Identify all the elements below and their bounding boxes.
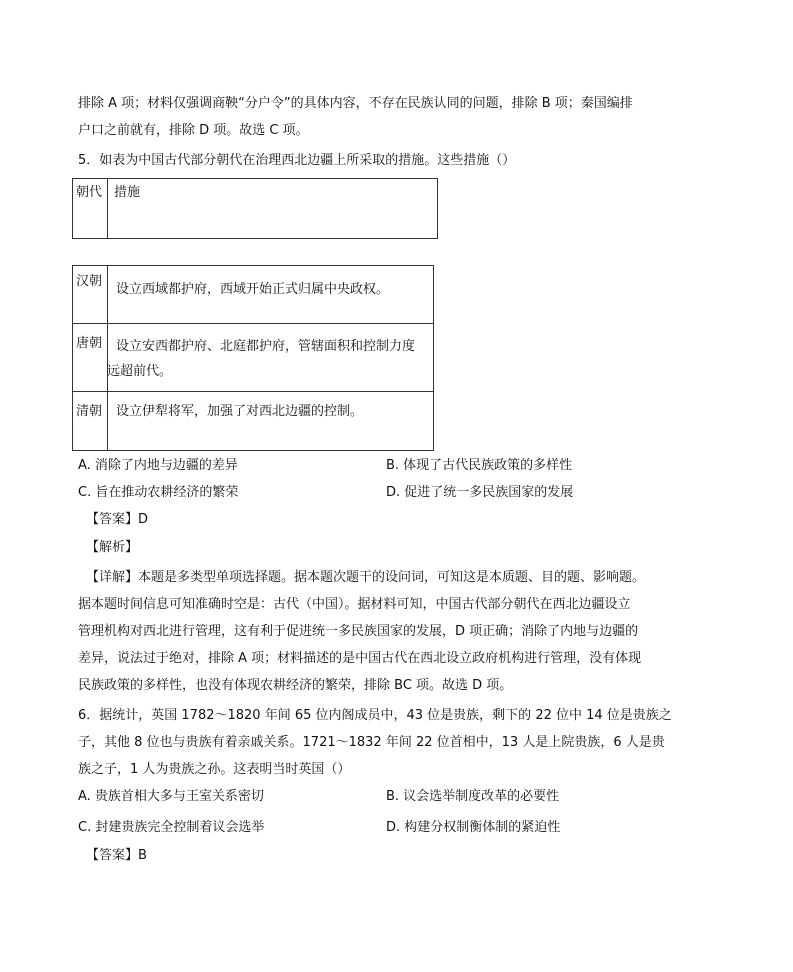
q5-option-d: D. 促进了统一多民族国家的发展	[386, 485, 574, 500]
dynasty-tang: 唐朝	[76, 336, 103, 351]
q5-detail-line-1: 【详解】本题是多类型单项选择题。据本题次题干的设问词，可知这是本质题、目的题、影响题。	[86, 570, 646, 585]
q5-measures-table	[72, 265, 434, 451]
q5-detail-line-2: 据本题时间信息可知准确时空是：古代（中国）。据材料可知，中国古代部分朝代在西北边疆设立	[78, 597, 631, 612]
measure-qing: 设立伊犁将军，加强了对西北边疆的控制。	[116, 404, 364, 419]
q6-option-a: A. 贵族首相大多与王室关系密切	[78, 789, 264, 804]
header-measure-cell	[108, 179, 438, 239]
table-row	[73, 392, 434, 451]
q5-analysis-label: 【解析】	[86, 540, 139, 555]
q5-detail-line-3: 管理机构对西北进行管理，这有利于促进统一多民族国家的发展，D 项正确；消除了内地与边疆的	[78, 624, 639, 639]
q5-option-a: A. 消除了内地与边疆的差异	[78, 458, 238, 473]
table-row	[73, 266, 434, 324]
prev-analysis-line-2: 户口之前就有，排除 D 项。故选 C 项。	[78, 123, 309, 138]
q6-option-c: C. 封建贵族完全控制着议会选举	[78, 820, 265, 835]
q5-option-b: B. 体现了古代民族政策的多样性	[386, 458, 573, 473]
header-dynasty-label: 朝代	[76, 185, 103, 200]
header-measure-label: 措施	[114, 185, 141, 200]
dynasty-han: 汉朝	[76, 274, 103, 289]
q6-option-b: B. 议会选举制度改革的必要性	[386, 789, 560, 804]
measure-tang-line-2: 远超前代。	[107, 364, 173, 379]
question-6-line-1: 6．据统计，英国 1782～1820 年间 65 位内阁成员中，43 位是贵族，剩下的 22 位中 14 位是贵族之	[78, 708, 672, 723]
header-dynasty-cell	[73, 179, 108, 239]
q6-answer: 【答案】B	[86, 848, 147, 863]
measure-han: 设立西域都护府，西域开始正式归属中央政权。	[116, 282, 390, 297]
question-5-stem: 5．如表为中国古代部分朝代在治理西北边疆上所采取的措施。这些措施（）	[78, 153, 516, 168]
measure-tang-line-1: 设立安西都护府、北庭都护府，管辖面积和控制力度	[116, 339, 416, 354]
q5-header-table	[72, 178, 438, 239]
q5-detail-line-5: 民族政策的多样性，也没有体现农耕经济的繁荣，排除 BC 项。故选 D 项。	[78, 678, 513, 693]
q6-option-d: D. 构建分权制衡体制的紧迫性	[386, 820, 561, 835]
question-6-line-3: 族之子，1 人为贵族之孙。这表明当时英国（）	[78, 762, 351, 777]
prev-analysis-line-1: 排除 A 项；材料仅强调商鞅“分户令”的具体内容，不存在民族认同的问题，排除 B 项；秦国编排	[78, 96, 633, 111]
question-6-line-2: 子，其他 8 位也与贵族有着亲戚关系。1721～1832 年间 22 位首相中，13 人是上院贵族，6 人是贵	[78, 735, 665, 750]
q5-answer: 【答案】D	[86, 512, 149, 527]
q5-option-c: C. 旨在推动农耕经济的繁荣	[78, 485, 239, 500]
q5-detail-line-4: 差异，说法过于绝对，排除 A 项；材料描述的是中国古代在西北设立政府机构进行管理，没有体现	[78, 651, 642, 666]
table-row	[73, 324, 434, 392]
dynasty-qing: 清朝	[76, 404, 103, 419]
